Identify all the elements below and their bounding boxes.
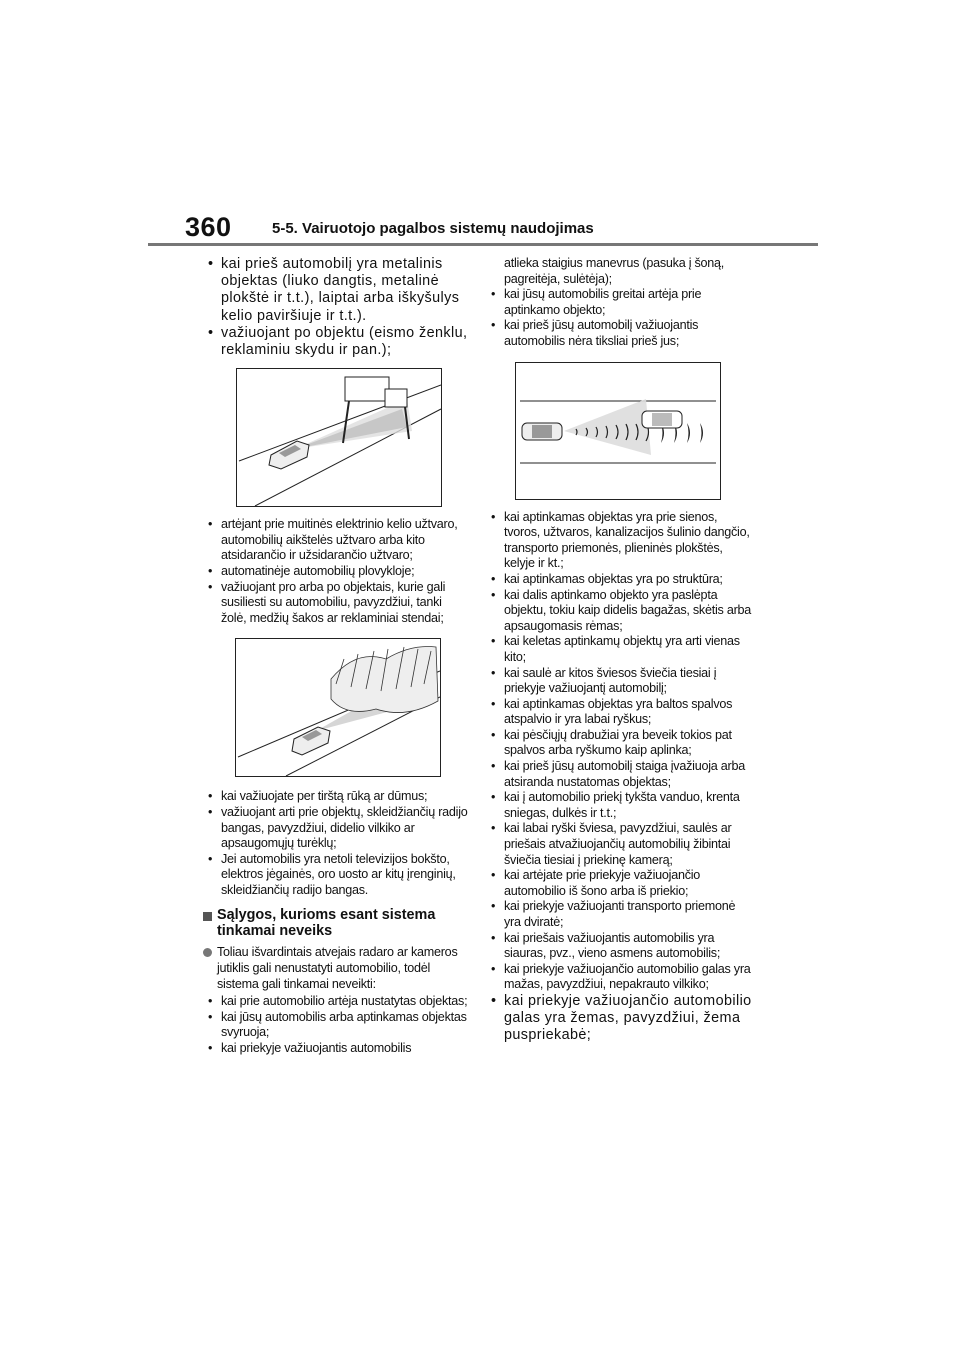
bullet-icon: • <box>208 324 214 341</box>
list-item: • automatinėje automobilių plovykloje; <box>208 564 415 578</box>
bullet-icon: • <box>208 564 213 578</box>
bullet-icon: • <box>491 287 496 302</box>
bullet-icon: • <box>208 1009 213 1024</box>
bullet-list <box>207 789 469 898</box>
bullet-icon: • <box>491 665 496 680</box>
bullet-icon: • <box>208 994 213 1009</box>
list-item: • artėjant prie muitinės elektrinio kelio užtvaro, automobilių aikštelės užtvaro arba kito atsidarančio ir užsidarančio užtvaro; <box>208 517 458 563</box>
bullet-icon: • <box>491 696 496 711</box>
bullet-icon: • <box>491 961 496 976</box>
bullet-icon: • <box>491 992 497 1009</box>
right-column <box>490 256 752 1045</box>
bullet-list <box>207 517 469 626</box>
bullet-icon: • <box>491 571 496 586</box>
list-item: • kai priekyje važiuojančio automobilio galas yra žemas, pavyzdžiui, žema puspriekabė; <box>491 992 752 1044</box>
bullet-icon: • <box>208 256 214 272</box>
square-icon <box>203 912 212 921</box>
list-item: • kai keletas aptinkamų objektų yra arti vienas kito; <box>491 634 740 664</box>
section-title: 5-5. Vairuotojo pagalbos sistemų naudojimas <box>272 220 594 237</box>
bullet-icon: • <box>491 634 496 649</box>
page-number: 360 <box>185 212 232 242</box>
header-rule <box>148 243 818 246</box>
list-item: • Jei automobilis yra netoli televizijos bokšto, elektros jėgainės, oro uosto ar kitų įrenginių, skleidžiančių radijo bangas. <box>208 851 456 897</box>
list-item: • važiuojant arti prie objektų, skleidžiančių radijo bangas, pavyzdžiui, didelio vilkiko ar apsaugomųjų turėklų; <box>208 804 468 851</box>
offset-vehicle-illustration <box>515 362 721 500</box>
list-item: • kai važiuojate per tirštą rūką ar dūmus; <box>208 789 428 804</box>
circle-icon <box>203 948 212 957</box>
bullet-list <box>490 993 752 1045</box>
bullet-icon: • <box>491 318 496 333</box>
bullet-icon: • <box>491 727 496 742</box>
bullet-icon: • <box>491 790 496 805</box>
bullet-icon: • <box>491 821 496 836</box>
bullet-icon: • <box>491 899 496 914</box>
list-item: • kai priekyje važiuojantis automobilis <box>208 1040 412 1055</box>
list-item: • kai prieš jūsų automobilį staiga įvažiuoja arba atsiranda nustatomas objektas; <box>491 759 745 789</box>
list-item: • važiuojant po objektu (eismo ženklu, reklaminiu skydu ir pan.); <box>208 324 468 359</box>
list-item: • kai aptinkamas objektas yra po struktūra; <box>491 571 723 586</box>
list-item: • kai artėjate prie priekyje važiuojančio automobilio iš šono arba iš priekio; <box>491 868 701 898</box>
bullet-icon: • <box>208 579 213 594</box>
list-item: • kai aptinkamas objektas yra prie sienos, tvoros, užtvaros, kanalizacijos šulinio dangčio, transporto priemonės, plieninės plokštės, kelyje ir kt.; <box>491 509 750 571</box>
bullet-list <box>490 287 752 349</box>
bullet-icon: • <box>491 930 496 945</box>
bullet-icon: • <box>491 587 496 602</box>
bullet-icon: • <box>208 789 213 804</box>
bullet-icon: • <box>208 1040 213 1055</box>
bullet-icon: • <box>208 804 213 819</box>
list-item: • kai labai ryški šviesa, pavyzdžiui, saulės ar priešais atvažiuojančių automobilių žibintai šviečia tiesiai į priekinę kamerą; <box>491 821 732 867</box>
bullet-icon: • <box>491 759 496 774</box>
continuation-text: atlieka staigius manevrus (pasuka į šoną, pagreitėja, sulėtėja); <box>504 256 725 286</box>
list-item: • kai aptinkamas objektas yra baltos spalvos atspalvio ir yra labai ryškus; <box>491 696 733 727</box>
bullet-icon: • <box>491 868 496 883</box>
grass-obstacle-illustration <box>235 638 441 777</box>
list-item: • kai prieš automobilį yra metalinis objektas (liuko dangtis, metalinė plokštė ir t.t.), laiptai arba iškyšulys kelio paviršiuje ir t.t.). <box>208 256 460 324</box>
list-item: • kai prieš jūsų automobilį važiuojantis automobilis nėra tiksliai prieš jus; <box>491 318 699 348</box>
bullet-icon: • <box>208 851 213 866</box>
bullet-list <box>490 510 752 993</box>
list-item: • važiuojant pro arba po objektais, kurie gali susiliesti su automobiliu, pavyzdžiui, tanki žolė, medžių šakos ar reklaminiai stendai; <box>208 579 446 625</box>
bullet-icon: • <box>208 517 213 532</box>
list-item: • kai į automobilio priekį tykšta vanduo, krenta sniegas, dulkės ir t.t.; <box>491 790 740 820</box>
list-item: • kai jūsų automobilis greitai artėja prie aptinkamo objekto; <box>491 287 702 317</box>
bullet-list <box>207 256 469 359</box>
bullet-icon: • <box>491 509 496 524</box>
list-item: • kai dalis aptinkamo objekto yra paslėpta objektu, tokiu kaip didelis bagažas, skėtis arba apsaugomasis rėmas; <box>491 587 752 633</box>
sub-heading: Sąlygos, kurioms esant sistema tinkamai neveiks <box>203 907 469 940</box>
bullet-list <box>207 994 469 1056</box>
left-column <box>207 256 469 1057</box>
list-item: • kai prie automobilio artėja nustatytas objektas; <box>208 994 468 1009</box>
list-item: • kai priešais važiuojantis automobilis yra siauras, pvz., vieno asmens automobilis; <box>491 930 721 961</box>
intro-paragraph: Toliau išvardintais atvejais radaro ar kameros jutiklis gali nenustatyti automobilio, todėl sistema gali tinkamai neveikti: <box>203 945 469 992</box>
list-item: • kai priekyje važiuojančio automobilio galas yra mažas, pavyzdžiui, nepakrauto vilkiko; <box>491 961 751 992</box>
list-item: • kai jūsų automobilis arba aptinkamas objektas svyruoja; <box>208 1009 467 1040</box>
list-item: • kai priekyje važiuojanti transporto priemonė yra dviratė; <box>491 899 736 929</box>
list-item: • kai pėsčiųjų drabužiai yra beveik tokios pat spalvos arba ryškumo kaip aplinka; <box>491 727 732 758</box>
overhead-sign-illustration <box>236 368 442 507</box>
list-item: • kai saulė ar kitos šviesos šviečia tiesiai į priekyje važiuojantį automobilį; <box>491 665 717 696</box>
